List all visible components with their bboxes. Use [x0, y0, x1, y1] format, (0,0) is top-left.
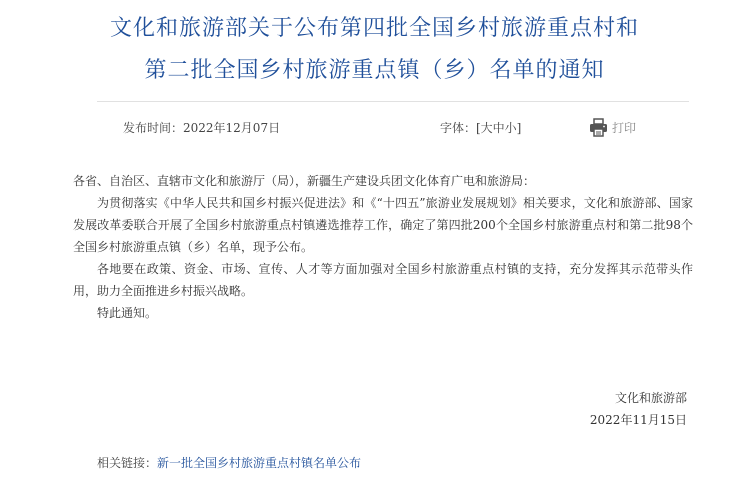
body-paragraph-2: 各地要在政策、资金、市场、宣传、人才等方面加强对全国乡村旅游重点村镇的支持，充分发挥其示范带头作用，助力全面推进乡村振兴战略。: [73, 262, 693, 298]
print-label: 打印: [612, 121, 637, 135]
title-divider: [97, 101, 689, 102]
font-size-selector[interactable]: 字体：[大中小]: [440, 121, 522, 135]
related-label: 相关链接：: [97, 456, 158, 470]
salutation: 各省、自治区、直辖市文化和旅游厅（局），新疆生产建设兵团文化体育广电和旅游局：: [73, 174, 536, 188]
related-link[interactable]: 新一批全国乡村旅游重点村镇名单公布: [157, 456, 362, 470]
article-title-line1: 文化和旅游部关于公布第四批全国乡村旅游重点村和: [109, 16, 639, 41]
signature-org: 文化和旅游部: [614, 391, 687, 405]
printer-icon: [588, 117, 609, 138]
related-links: [97, 455, 361, 471]
signature-date: 2022年11月15日: [589, 413, 687, 427]
publish-time: 发布时间：2022年12月07日: [123, 121, 281, 135]
article-body: [73, 170, 693, 324]
print-button[interactable]: [588, 117, 636, 138]
article-title-line2: 第二批全国乡村旅游重点镇（乡）名单的通知: [144, 58, 605, 83]
body-paragraph-1: 为贯彻落实《中华人民共和国乡村振兴促进法》和《“十四五”旅游业发展规划》相关要求，文化和旅游部、国家发展改革委联合开展了全国乡村旅游重点村镇遴选推荐工作，确定了第四批200个全国乡村旅游重点村和第二批98个全国乡村旅游重点镇（乡）名单，现予公布。: [73, 196, 693, 254]
closing-line: 特此通知。: [97, 306, 158, 320]
